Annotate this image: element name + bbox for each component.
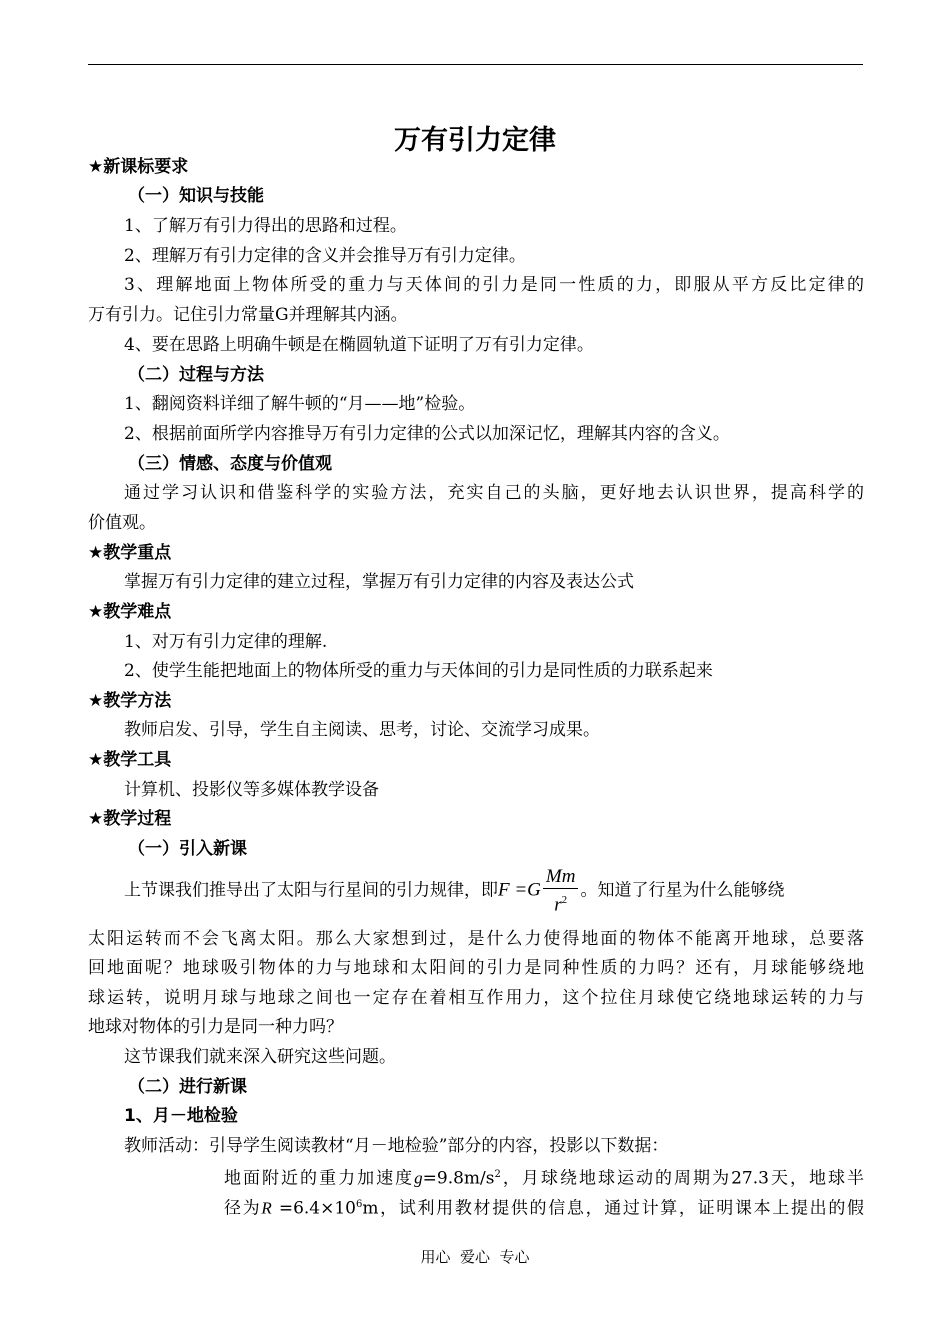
teacher-label: 教师活动： [124, 1136, 209, 1156]
data-line [88, 1164, 864, 1190]
paragraph-line: 太阳运转而不会飞离太阳。那么大家想到过，是什么力使得地面的物体不能离开地球，总要落 [88, 929, 864, 949]
page-footer: 用心 爱心 专心 [420, 1248, 530, 1266]
data-text: m，试利用教材提供的信息，通过计算，证明课本上提出的假 [362, 1198, 865, 1219]
subsection-heading: （一）引入新课 [128, 839, 247, 859]
paragraph-text: 上节课我们推导出了太阳与行星间的引力规律，即 [124, 880, 498, 901]
data-line [88, 1194, 864, 1220]
header-rule [88, 64, 863, 65]
formula-lhs: F [498, 879, 510, 901]
paragraph-line: 球运转，说明月球与地球之间也一定存在着相互作用力，这个拉住月球使它绕地球运转的力与 [88, 988, 864, 1008]
data-text: 径为 [224, 1198, 262, 1219]
paragraph-line: 地球对物体的引力是同一种力吗？ [88, 1017, 343, 1037]
subsection-heading: 1、月－地检验 [124, 1106, 238, 1126]
superscript: 2 [494, 1169, 501, 1180]
section-heading: ★新课标要求 [88, 157, 189, 177]
var-g: g [414, 1168, 423, 1188]
formula-den-base: r [554, 894, 562, 916]
formula-eq: =G [514, 879, 541, 901]
teacher-activity-line [88, 1135, 864, 1157]
formula-den-exp: 2 [561, 894, 568, 906]
paragraph-line: 回地面呢？地球吸引物体的力与地球和太阳间的引力是同种性质的力吗？还有，月球能够绕地 [88, 958, 864, 978]
paragraph-line: 价值观。 [88, 513, 156, 533]
list-item: 2、根据前面所学内容推导万有引力定律的公式以加深记忆，理解其内容的含义。 [124, 424, 730, 444]
subsection-heading: （一）知识与技能 [128, 186, 264, 206]
list-item-continued: 万有引力。记住引力常量G并理解其内涵。 [88, 305, 408, 325]
formula-numerator: Mm [543, 866, 579, 889]
formula-denominator [543, 889, 579, 916]
data-text: ，月球绕地球运动的周期为27.3天，地球半 [500, 1168, 865, 1189]
paragraph-line: 掌握万有引力定律的建立过程，掌握万有引力定律的内容及表达公式 [124, 572, 634, 592]
formula-line [88, 866, 864, 916]
var-R: R [261, 1198, 272, 1218]
paragraph-line: 计算机、投影仪等多媒体教学设备 [124, 780, 379, 800]
gravitation-formula [498, 866, 580, 916]
subsection-heading: （三）情感、态度与价值观 [128, 454, 332, 474]
list-item: 4、要在思路上明确牛顿是在椭圆轨道下证明了万有引力定律。 [124, 335, 594, 355]
section-heading: ★教学工具 [88, 750, 172, 770]
section-heading: ★教学难点 [88, 602, 172, 622]
section-heading: ★教学过程 [88, 809, 172, 829]
data-text: =9.8m/s [422, 1168, 495, 1189]
formula-fraction [543, 866, 579, 916]
list-item: 2、理解万有引力定律的含义并会推导万有引力定律。 [124, 246, 526, 266]
list-item: 3、理解地面上物体所受的重力与天体间的引力是同一性质的力，即服从平方反比定律的 [124, 275, 864, 295]
data-text: 地面附近的重力加速度 [224, 1168, 415, 1189]
paragraph-line: 这节课我们就来深入研究这些问题。 [124, 1047, 396, 1067]
paragraph-line: 通过学习认识和借鉴科学的实验方法，充实自己的头脑，更好地去认识世界，提高科学的 [124, 483, 864, 503]
section-heading: ★教学方法 [88, 691, 172, 711]
paragraph-text: 。知道了行星为什么能够绕 [580, 880, 785, 901]
teacher-text: 引导学生阅读教材“月－地检验”部分的内容，投影以下数据： [209, 1136, 669, 1156]
paragraph-line: 教师启发、引导，学生自主阅读、思考，讨论、交流学习成果。 [124, 720, 600, 740]
superscript: 6 [355, 1199, 363, 1210]
section-heading: ★教学重点 [88, 543, 172, 563]
list-item: 1、对万有引力定律的理解. [124, 632, 328, 652]
page-title: 万有引力定律 [394, 125, 556, 156]
list-item: 1、了解万有引力得出的思路和过程。 [124, 216, 407, 236]
list-item: 1、翻阅资料详细了解牛顿的“月——地”检验。 [124, 394, 476, 414]
subsection-heading: （二）进行新课 [128, 1077, 247, 1097]
subsection-heading: （二）过程与方法 [128, 365, 264, 385]
list-item: 2、使学生能把地面上的物体所受的重力与天体间的引力是同性质的力联系起来 [124, 661, 713, 681]
data-text: =6.4×10 [271, 1198, 356, 1219]
